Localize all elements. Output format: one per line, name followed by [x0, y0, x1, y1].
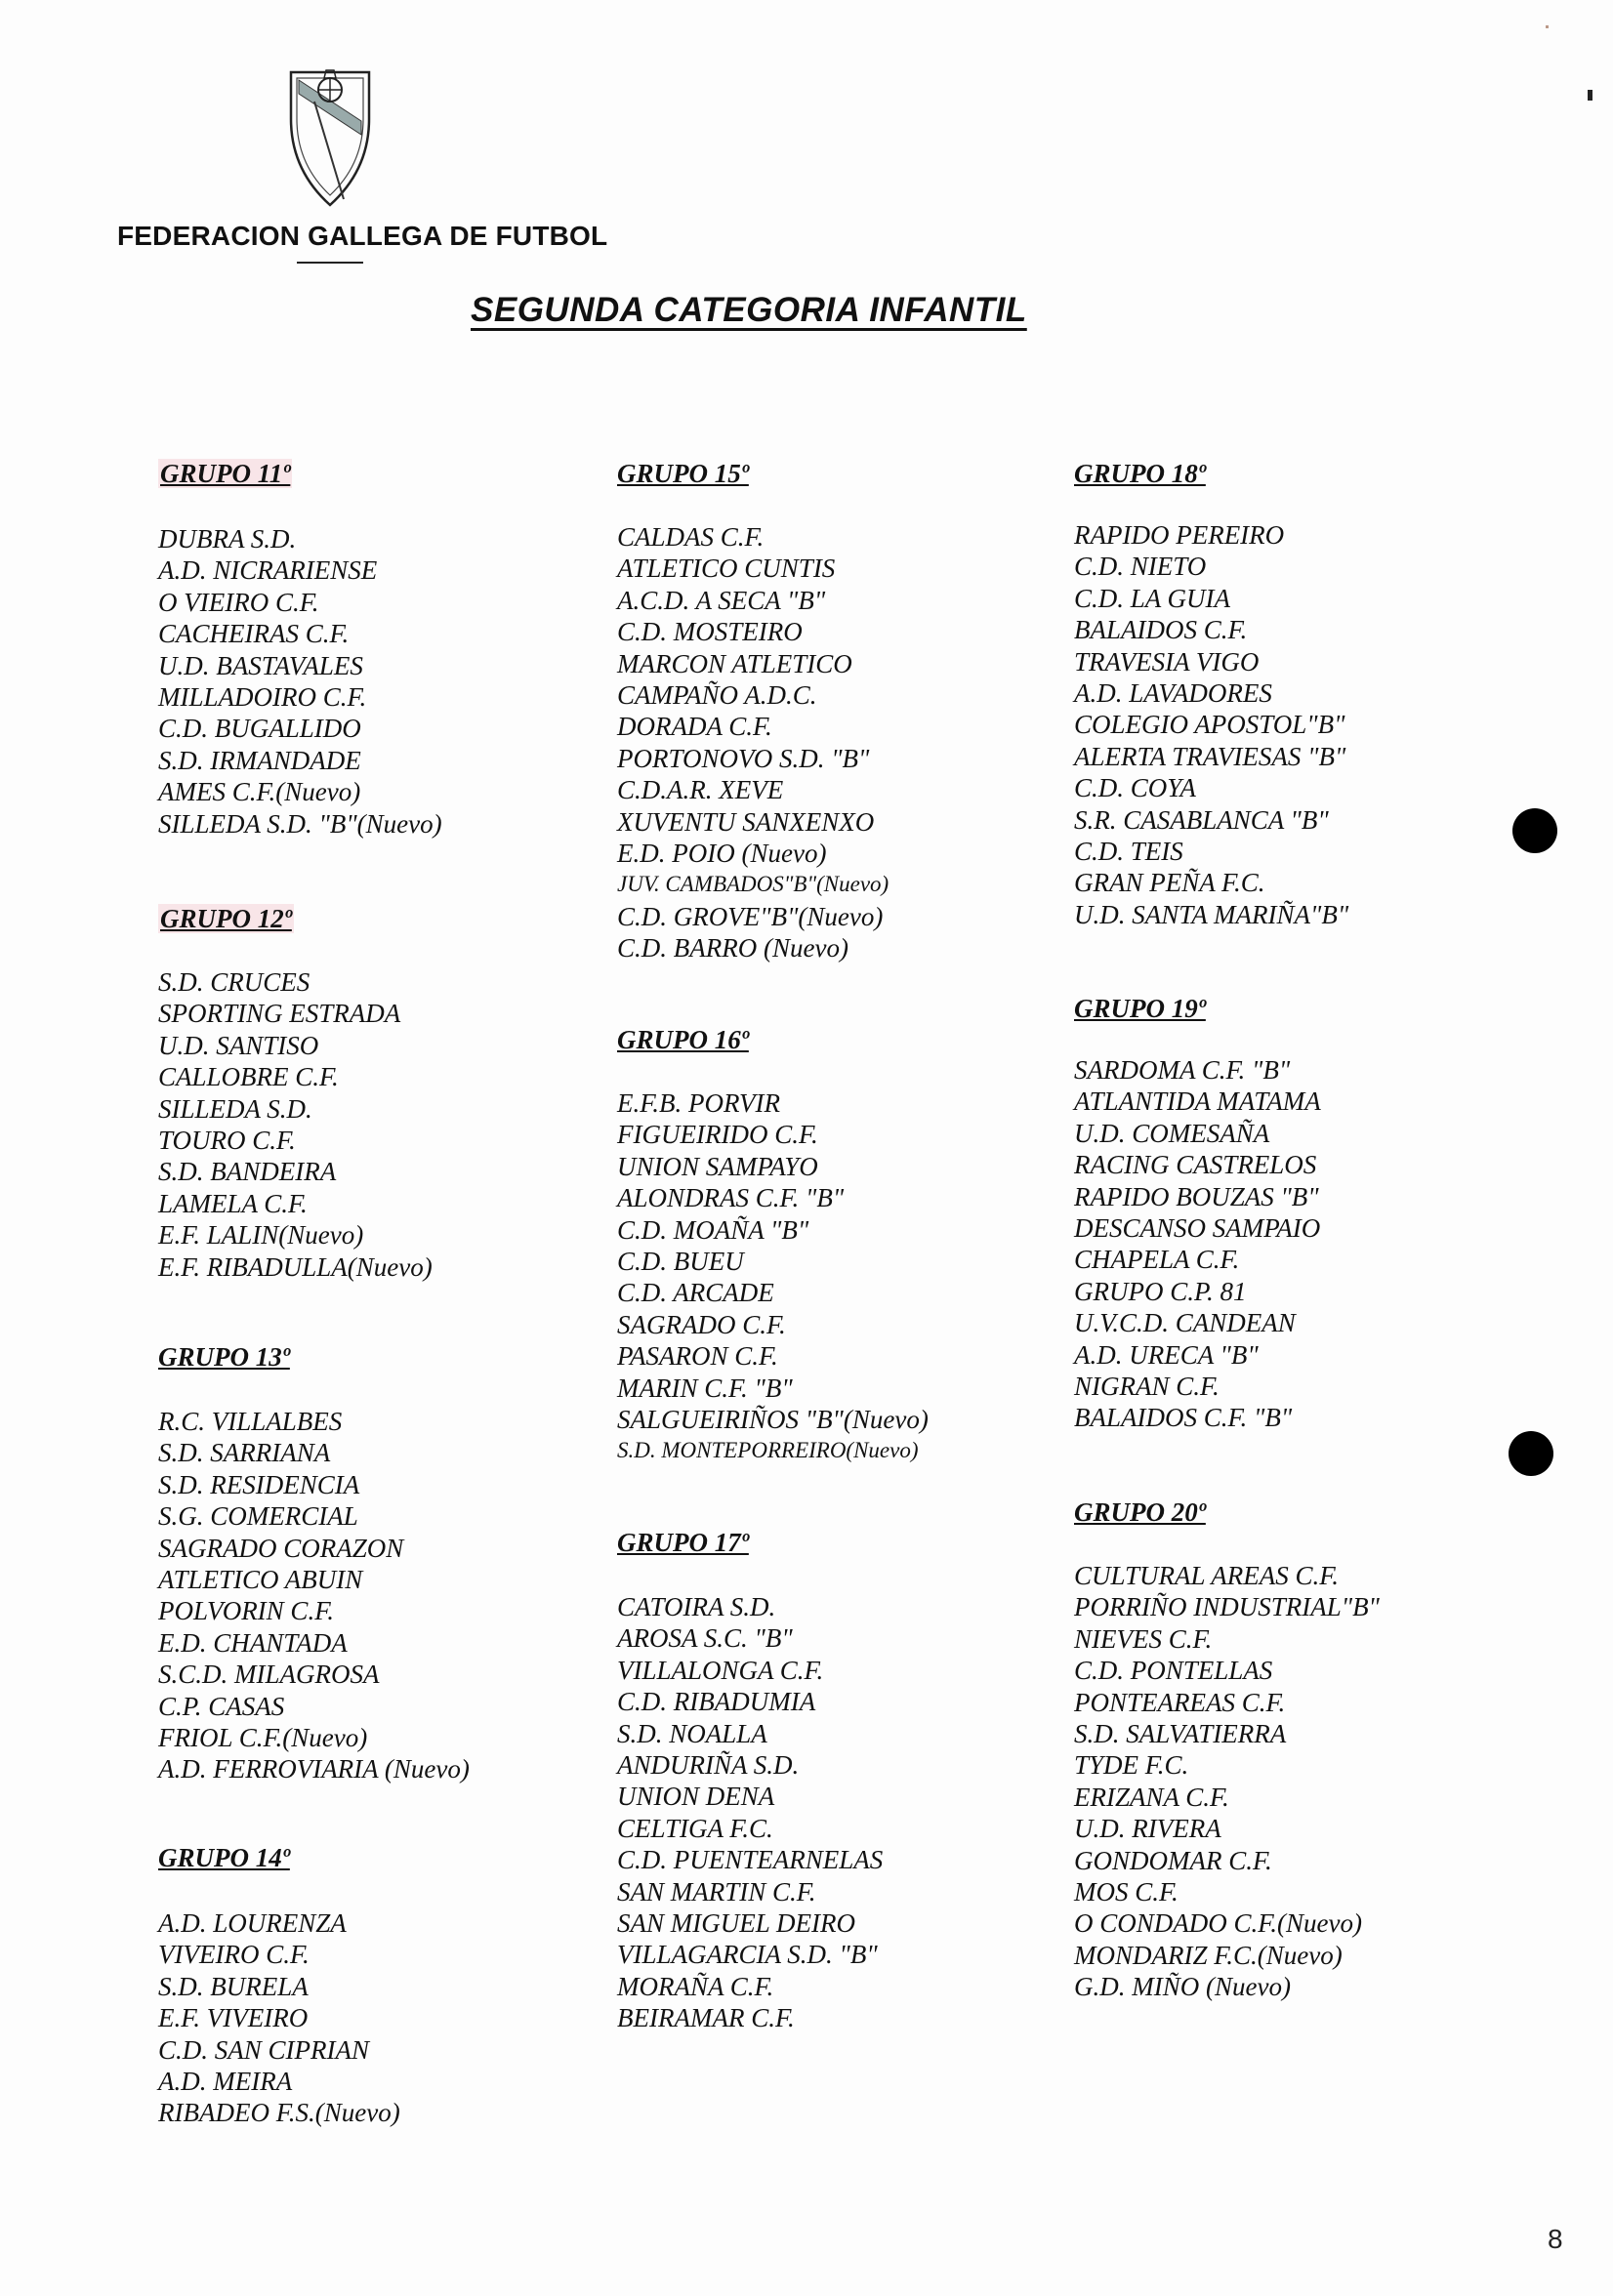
- team-item: S.D. SALVATIERRA: [1074, 1718, 1287, 1748]
- team-item: BEIRAMAR C.F.: [617, 2003, 795, 2033]
- team-item: CAMPAÑO A.D.C.: [617, 679, 817, 710]
- team-item: AMES C.F.(Nuevo): [158, 777, 361, 807]
- team-item: NIGRAN C.F.: [1074, 1371, 1220, 1401]
- team-item: U.D. RIVERA: [1074, 1814, 1221, 1844]
- team-item: U.D. COMESAÑA: [1074, 1118, 1270, 1148]
- team-item: ALERTA TRAVIESAS "B": [1074, 741, 1346, 771]
- team-item: A.D. LAVADORES: [1074, 677, 1272, 708]
- group-title: GRUPO 17º: [617, 1528, 749, 1557]
- team-item: C.D. TEIS: [1074, 836, 1183, 866]
- team-item: PORRIÑO INDUSTRIAL"B": [1074, 1592, 1380, 1622]
- team-item: E.D. CHANTADA: [158, 1627, 348, 1658]
- scan-speck: [1588, 90, 1592, 101]
- team-item: DORADA C.F.: [617, 712, 772, 742]
- federation-crest-icon: [285, 62, 375, 207]
- team-item: S.C.D. MILAGROSA: [158, 1660, 380, 1690]
- team-item: A.D. NICRARIENSE: [158, 555, 378, 586]
- group-title: GRUPO 16º: [617, 1025, 749, 1054]
- team-list: [158, 523, 442, 840]
- team-item: A.C.D. A SECA "B": [617, 585, 826, 615]
- team-item: C.D. BUEU: [617, 1246, 744, 1276]
- team-item: A.D. LOURENZA: [158, 1908, 347, 1938]
- team-item: ATLANTIDA MATAMA: [1074, 1086, 1321, 1117]
- team-list: [617, 1591, 883, 2033]
- team-item: SARDOMA C.F. "B": [1074, 1055, 1291, 1085]
- team-item: SAGRADO CORAZON: [158, 1533, 404, 1563]
- punch-hole: [1512, 808, 1557, 853]
- team-item: S.D. MONTEPORREIRO(Nuevo): [617, 1438, 919, 1463]
- team-item: S.R. CASABLANCA "B": [1074, 804, 1329, 835]
- team-item: ATLETICO ABUIN: [158, 1564, 363, 1594]
- team-item: U.D. BASTAVALES: [158, 650, 363, 680]
- team-item: CATOIRA S.D.: [617, 1592, 776, 1621]
- team-list: [1074, 519, 1348, 930]
- team-item: E.F. LALIN(Nuevo): [158, 1220, 364, 1250]
- team-item: C.D. MOAÑA "B": [617, 1214, 809, 1245]
- team-item: SPORTING ESTRADA: [158, 999, 401, 1029]
- team-item: S.D. BANDEIRA: [158, 1157, 337, 1187]
- header-rule: [297, 262, 363, 264]
- team-item: MORAÑA C.F.: [617, 1971, 774, 2001]
- team-item: C.D.A.R. XEVE: [617, 775, 784, 805]
- team-item: GRUPO C.P. 81: [1074, 1276, 1247, 1306]
- team-list: [158, 966, 433, 1283]
- team-item: AROSA S.C. "B": [617, 1623, 793, 1654]
- team-item: C.D. BUGALLIDO: [158, 714, 361, 744]
- page-number: 8: [1548, 2224, 1563, 2254]
- team-item: GRAN PEÑA F.C.: [1074, 868, 1265, 898]
- team-item: A.D. MEIRA: [158, 2066, 293, 2096]
- team-item: SALGUEIRIÑOS "B"(Nuevo): [617, 1404, 929, 1434]
- team-item: C.D. ARCADE: [617, 1278, 774, 1308]
- federation-name: FEDERACION GALLEGA DE FUTBOL: [117, 221, 608, 251]
- group-title: GRUPO 20º: [1074, 1497, 1206, 1527]
- team-item: SILLEDA S.D. "B"(Nuevo): [158, 808, 442, 839]
- team-item: C.D. BARRO (Nuevo): [617, 933, 848, 964]
- team-item: C.D. COYA: [1074, 773, 1196, 803]
- team-item: G.D. MIÑO (Nuevo): [1074, 1972, 1291, 2002]
- team-item: BALAIDOS C.F.: [1074, 615, 1248, 645]
- team-item: TOURO C.F.: [158, 1125, 296, 1155]
- group-title: GRUPO 12º: [160, 904, 292, 933]
- team-item: SILLEDA S.D.: [158, 1093, 312, 1124]
- team-item: E.F. VIVEIRO: [158, 2003, 309, 2033]
- team-item: COLEGIO APOSTOL"B": [1074, 710, 1345, 740]
- team-item: BALAIDOS C.F. "B": [1074, 1403, 1293, 1433]
- team-item: E.F. RIBADULLA(Nuevo): [158, 1251, 433, 1282]
- team-list: [617, 521, 889, 964]
- team-item: ALONDRAS C.F. "B": [617, 1183, 845, 1213]
- group-title: GRUPO 15º: [617, 459, 749, 488]
- team-item: CHAPELA C.F.: [1074, 1245, 1240, 1275]
- team-item: E.D. POIO (Nuevo): [617, 838, 827, 868]
- team-item: XUVENTU SANXENXO: [617, 806, 875, 837]
- team-item: C.D. MOSTEIRO: [617, 617, 803, 647]
- team-item: CALLOBRE C.F.: [158, 1062, 339, 1092]
- team-item: MONDARIZ F.C.(Nuevo): [1074, 1940, 1343, 1970]
- team-item: ATLETICO CUNTIS: [617, 554, 836, 584]
- team-item: A.D. FERROVIARIA (Nuevo): [158, 1754, 470, 1784]
- team-list: [1074, 1054, 1321, 1434]
- team-item: UNION DENA: [617, 1782, 775, 1812]
- team-item: RAPIDO PEREIRO: [1074, 520, 1285, 550]
- team-item: FIGUEIRIDO C.F.: [617, 1120, 818, 1150]
- team-item: MILLADOIRO C.F.: [158, 681, 367, 712]
- group-title: GRUPO 13º: [158, 1342, 290, 1372]
- team-item: DESCANSO SAMPAIO: [1074, 1212, 1321, 1243]
- team-item: UNION SAMPAYO: [617, 1151, 818, 1181]
- punch-hole: [1509, 1431, 1553, 1476]
- group-title: GRUPO 11º: [160, 459, 291, 488]
- team-item: PONTEAREAS C.F.: [1074, 1687, 1286, 1717]
- team-item: U.V.C.D. CANDEAN: [1074, 1308, 1296, 1338]
- team-item: VIVEIRO C.F.: [158, 1940, 310, 1970]
- scan-speck: [1546, 25, 1549, 28]
- group-title: GRUPO 19º: [1074, 994, 1206, 1023]
- team-item: MOS C.F.: [1074, 1876, 1179, 1906]
- team-item: VILLALONGA C.F.: [617, 1655, 824, 1685]
- team-item: RACING CASTRELOS: [1074, 1150, 1317, 1180]
- team-item: ERIZANA C.F.: [1074, 1782, 1229, 1812]
- team-item: MARIN C.F. "B": [617, 1373, 793, 1403]
- team-item: E.F.B. PORVIR: [617, 1088, 780, 1118]
- team-item: POLVORIN C.F.: [158, 1596, 334, 1626]
- team-item: PORTONOVO S.D. "B": [617, 743, 870, 773]
- team-item: C.P. CASAS: [158, 1691, 285, 1721]
- team-item: TRAVESIA VIGO: [1074, 646, 1260, 676]
- team-item: C.D. RIBADUMIA: [617, 1687, 816, 1717]
- team-item: S.G. COMERCIAL: [158, 1501, 358, 1532]
- team-item: CELTIGA F.C.: [617, 1813, 773, 1843]
- team-item: S.D. RESIDENCIA: [158, 1469, 360, 1499]
- team-item: C.D. PUENTEARNELAS: [617, 1845, 884, 1875]
- team-item: C.D. PONTELLAS: [1074, 1656, 1273, 1686]
- team-item: FRIOL C.F.(Nuevo): [158, 1722, 368, 1752]
- team-item: C.D. NIETO: [1074, 552, 1207, 582]
- team-item: S.D. BURELA: [158, 1971, 309, 2001]
- page-title: SEGUNDA CATEGORIA INFANTIL: [471, 291, 1027, 329]
- team-item: U.D. SANTISO: [158, 1030, 319, 1060]
- team-item: S.D. CRUCES: [158, 967, 310, 997]
- team-item: VILLAGARCIA S.D. "B": [617, 1940, 878, 1970]
- group-title: GRUPO 14º: [158, 1843, 290, 1872]
- team-item: O VIEIRO C.F.: [158, 587, 319, 617]
- team-item: SAN MARTIN C.F.: [617, 1876, 816, 1906]
- team-item: CULTURAL AREAS C.F.: [1074, 1561, 1340, 1590]
- team-item: NIEVES C.F.: [1074, 1623, 1213, 1654]
- team-item: C.D. GROVE"B"(Nuevo): [617, 901, 884, 931]
- team-item: S.D. NOALLA: [617, 1718, 767, 1748]
- team-item: R.C. VILLALBES: [158, 1407, 343, 1436]
- team-item: CALDAS C.F.: [617, 522, 765, 552]
- team-item: SAN MIGUEL DEIRO: [617, 1907, 855, 1938]
- team-item: U.D. SANTA MARIÑA"B": [1074, 899, 1349, 929]
- group-title: GRUPO 18º: [1074, 459, 1206, 488]
- team-item: C.D. LA GUIA: [1074, 583, 1231, 613]
- team-item: CACHEIRAS C.F.: [158, 619, 350, 649]
- team-item: MARCON ATLETICO: [617, 648, 852, 678]
- team-list: [158, 1406, 470, 1785]
- team-item: TYDE F.C.: [1074, 1750, 1189, 1781]
- team-item: S.D. SARRIANA: [158, 1438, 331, 1468]
- team-list: [158, 1907, 400, 2129]
- team-item: JUV. CAMBADOS"B"(Nuevo): [617, 872, 889, 897]
- team-item: DUBRA S.D.: [158, 524, 297, 554]
- team-item: O CONDADO C.F.(Nuevo): [1074, 1908, 1362, 1939]
- team-item: GONDOMAR C.F.: [1074, 1845, 1272, 1875]
- team-item: RIBADEO F.S.(Nuevo): [158, 2098, 400, 2128]
- team-item: SAGRADO C.F.: [617, 1309, 786, 1339]
- team-list: [617, 1087, 929, 1467]
- team-list: [1074, 1560, 1380, 2002]
- team-item: C.D. SAN CIPRIAN: [158, 2034, 369, 2065]
- team-item: A.D. URECA "B": [1074, 1339, 1259, 1370]
- team-item: ANDURIÑA S.D.: [617, 1749, 800, 1780]
- team-item: LAMELA C.F.: [158, 1188, 308, 1218]
- team-item: RAPIDO BOUZAS "B": [1074, 1181, 1319, 1211]
- team-item: PASARON C.F.: [617, 1341, 778, 1372]
- team-item: S.D. IRMANDADE: [158, 745, 361, 775]
